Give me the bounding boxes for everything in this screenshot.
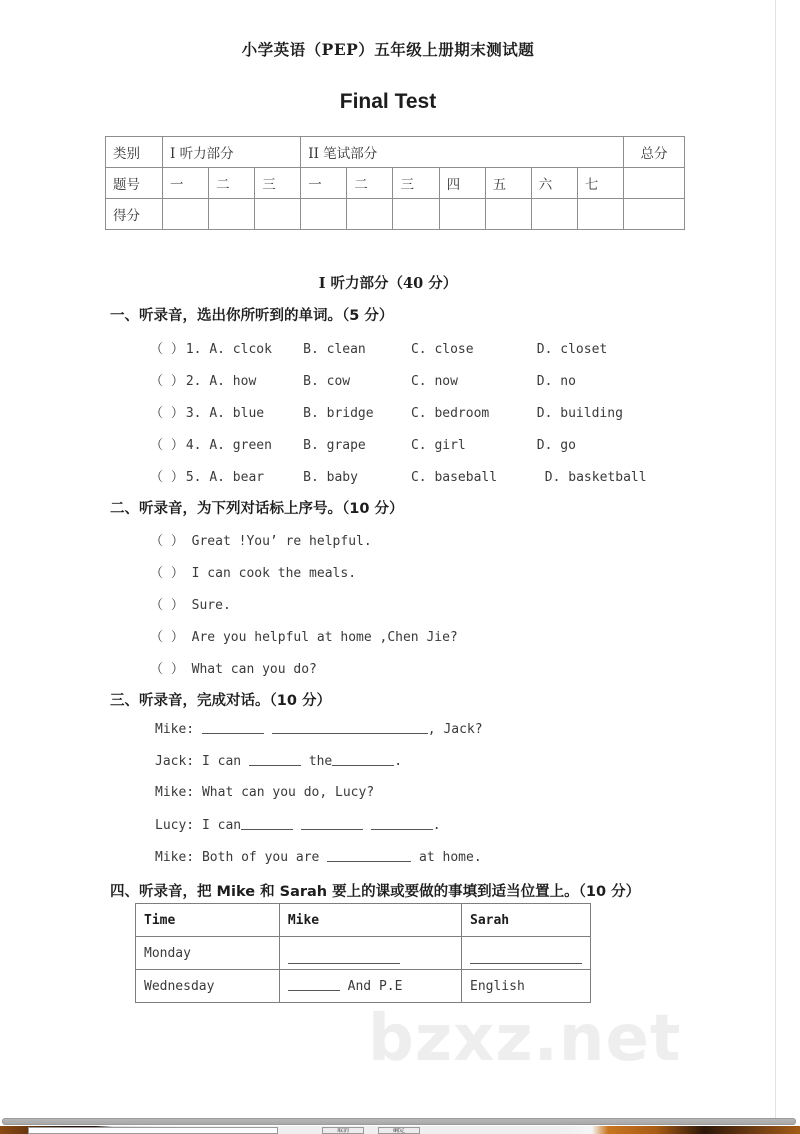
answer-blank[interactable] [332,753,394,766]
dialogue-text: I can cook the meals. [191,566,357,581]
score-blank-cell [531,199,577,230]
score-blank-cell [163,199,209,230]
score-row-label: 得分 [106,199,163,230]
ordering-item-1 [150,530,372,549]
cell-sarah-wednesday: English [462,970,591,1003]
option-c[interactable]: C. now [410,374,458,389]
answer-blank[interactable] [327,849,411,862]
score-blank-cell [255,199,301,230]
option-c[interactable]: C. close [410,342,474,357]
option-a[interactable]: A. blue [209,406,265,421]
option-d[interactable]: D. closet [536,342,608,357]
ordering-item-2 [150,562,356,581]
score-question-number: 五 [485,168,531,199]
answer-blank[interactable] [202,721,264,734]
question-number: 3. [185,406,202,421]
choice-question-2 [150,370,576,389]
option-d[interactable]: D. no [536,374,576,389]
column-header-sarah: Sarah [462,904,591,937]
section-title-1: 一、听录音，选出你所听到的单词。（5 分） [110,308,394,324]
score-total-header: 总分 [624,137,685,168]
dialogue-text: Great !You’ re helpful. [191,534,372,549]
cell-day: Wednesday [136,970,280,1003]
dialogue-line-1 [155,721,483,737]
dialogue-line-5 [155,849,482,865]
score-blank-cell [485,199,531,230]
answer-bracket[interactable]: （ ） [150,470,184,485]
line-text: What can you do, Lucy? [201,785,375,800]
site-watermark: bzxz.net [368,1002,682,1076]
bottom-text-input[interactable] [28,1127,278,1134]
table-row [106,168,685,199]
choice-question-4 [150,434,576,453]
ok-button[interactable]: 确定 [378,1127,420,1134]
page-title: 小学英语（PEP）五年级上册期末测试题 [241,40,535,59]
score-question-number: 四 [439,168,485,199]
dialogue-text: Are you helpful at home ,Chen Jie? [191,630,458,645]
question-number: 4. [185,438,202,453]
option-a[interactable]: A. how [209,374,257,389]
choice-question-5 [150,466,647,485]
question-number: 1. [185,342,202,357]
answer-blank[interactable] [241,817,293,830]
option-d[interactable]: D. go [536,438,576,453]
cell-sarah-monday[interactable] [462,937,591,970]
section-title-3: 三、听录音，完成对话。（10 分） [110,693,331,709]
answer-blank[interactable] [288,951,400,964]
option-b[interactable]: B. bridge [303,406,374,421]
answer-blank[interactable] [301,817,363,830]
score-question-number: 七 [577,168,623,199]
option-b[interactable]: B. baby [303,470,358,485]
choice-question-3 [150,402,623,421]
answer-bracket[interactable]: （ ） [150,566,184,581]
option-b[interactable]: B. clean [303,342,366,357]
answer-bracket[interactable]: （ ） [150,662,184,677]
score-blank-cell [209,199,255,230]
score-question-number: 二 [347,168,393,199]
part-header-listening: I 听力部分（40 分） [318,275,458,292]
answer-bracket[interactable]: （ ） [150,630,184,645]
option-c[interactable]: C. baseball [410,470,498,485]
score-question-number: 三 [393,168,439,199]
score-total-cell [624,168,685,199]
cell-day: Monday [136,937,280,970]
line-tail: , Jack? [427,722,483,737]
page-subtitle: Final Test [339,90,437,113]
schedule-table [135,903,591,1003]
line-pre: Both of you are [201,850,320,865]
line-tail: at home. [419,850,482,865]
table-header-row [136,904,591,937]
line-pre: I can [201,818,242,833]
cell-mike-monday[interactable] [279,937,461,970]
score-blank-cell [577,199,623,230]
answer-blank[interactable] [344,721,428,734]
score-blank-cell [347,199,393,230]
dialogue-line-2 [155,753,402,769]
question-number: 2. [185,374,202,389]
cell-mike-wednesday[interactable] [279,970,461,1003]
option-a[interactable]: A. green [209,438,272,453]
speaker-name: Jack: [155,754,195,769]
ordering-item-5 [150,658,317,677]
answer-bracket[interactable]: （ ） [150,342,184,357]
table-row [106,137,685,168]
cell-text: And P.E [347,979,403,994]
answer-blank[interactable] [371,817,433,830]
score-row-label: 题号 [106,168,163,199]
dialogue-text: What can you do? [191,662,317,677]
answer-blank[interactable] [272,721,344,734]
score-blank-cell [393,199,439,230]
option-a[interactable]: A. clcok [209,342,272,357]
option-d[interactable]: D. basketball [544,470,647,485]
speaker-name: Mike: [155,785,195,800]
answer-bracket[interactable]: （ ） [150,534,184,549]
ordering-item-3 [150,594,231,613]
table-row [136,970,591,1003]
score-part-written: II 笔试部分 [301,137,624,168]
dialogue-line-4 [155,817,441,833]
answer-bracket[interactable]: （ ） [150,374,184,389]
option-c[interactable]: C. bedroom [410,406,490,421]
answer-bracket[interactable]: （ ） [150,598,184,613]
window-chrome-bottom [0,1118,800,1134]
option-d[interactable]: D. building [536,406,623,421]
cancel-button[interactable]: 取消 [322,1127,364,1134]
answer-blank[interactable] [249,753,301,766]
score-part-listening: I 听力部分 [163,137,301,168]
ordering-item-4 [150,626,458,645]
option-b[interactable]: B. cow [303,374,351,389]
table-row [106,199,685,230]
score-question-number: 六 [531,168,577,199]
score-question-number: 二 [209,168,255,199]
line-tail: . [432,818,441,833]
score-blank-cell [439,199,485,230]
speaker-name: Lucy: [155,818,195,833]
dialogue-text: Sure. [191,598,231,613]
score-total-cell [624,199,685,230]
question-number: 5. [185,470,202,485]
section-title-2: 二、听录音，为下列对话标上序号。（10 分） [110,501,404,517]
score-question-number: 三 [255,168,301,199]
score-row-label: 类别 [106,137,163,168]
speaker-name: Mike: [155,722,195,737]
line-pre: I can [201,754,242,769]
column-header-mike: Mike [279,904,461,937]
score-question-number: 一 [163,168,209,199]
choice-question-1 [150,338,607,357]
score-blank-cell [301,199,347,230]
score-question-number: 一 [301,168,347,199]
answer-bracket[interactable]: （ ） [150,406,184,421]
table-row [136,937,591,970]
option-b[interactable]: B. grape [303,438,366,453]
option-a[interactable]: A. bear [209,470,265,485]
line-tail: . [394,754,403,769]
option-c[interactable]: C. girl [410,438,466,453]
score-summary-table [105,136,685,230]
answer-blank[interactable] [470,951,582,964]
answer-blank[interactable] [288,978,340,991]
dialogue-line-3 [155,785,374,800]
line-mid: the [308,754,333,769]
answer-bracket[interactable]: （ ） [150,438,184,453]
column-header-time: Time [136,904,280,937]
speaker-name: Mike: [155,850,195,865]
section-title-4: 四、听录音，把 Mike 和 Sarah 要上的课或要做的事填到适当位置上。（10 分） [110,884,641,900]
horizontal-scrollbar[interactable] [2,1118,796,1125]
